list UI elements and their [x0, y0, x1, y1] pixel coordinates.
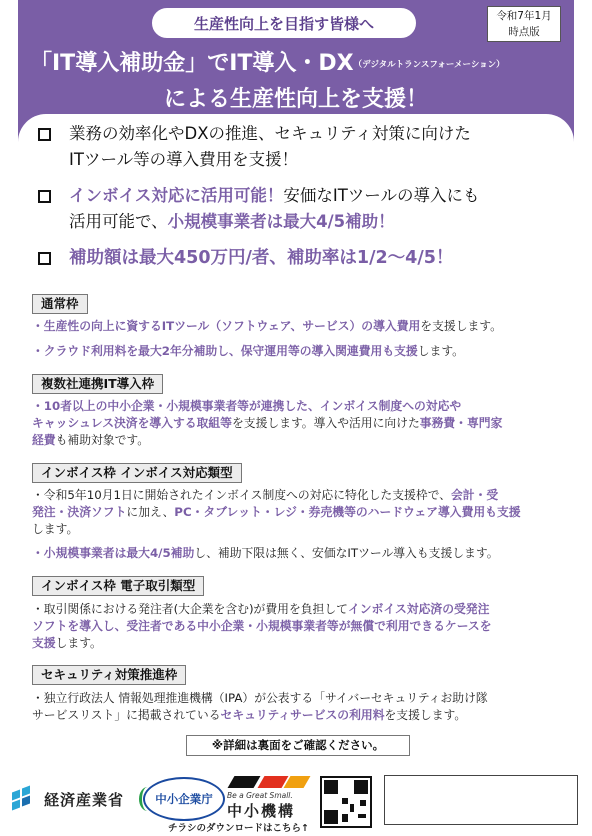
bullet-2 — [38, 183, 539, 235]
text: を支援します。導入や活用に向けた — [231, 416, 420, 430]
text: に加え、 — [126, 505, 175, 519]
section-invoice-p2 — [32, 545, 572, 562]
section-tag-security: セキュリティ対策推進枠 — [32, 665, 186, 685]
highlight: ・クラウド利用料を最大2年分補助し、保守運用等の導入関連費用も支援 — [32, 344, 418, 358]
smrj-stripe-icon — [227, 776, 313, 788]
bullet-3-highlight: 補助額は最大450万円/者、補助率は1/2～4/5！ — [69, 248, 454, 268]
smrj-tagline: Be a Great Small. — [227, 791, 293, 800]
section-security-p1 — [32, 690, 572, 724]
qr-code-icon[interactable] — [320, 776, 372, 828]
date-line1: 令和7年1月 — [496, 10, 552, 22]
date-line2: 時点版 — [508, 26, 540, 38]
text: サービスリスト」に掲載されている — [32, 708, 221, 722]
meti-logo[interactable] — [10, 785, 124, 813]
smrj-name: 中小機構 — [227, 802, 296, 820]
text: します。 — [417, 344, 464, 358]
text: し、補助下限は無く、安価なITツール導入も支援します。 — [194, 546, 499, 560]
highlight: セキュリティサービスの利用料 — [220, 708, 385, 722]
download-link[interactable]: チラシのダウンロードはこちら↑ — [168, 823, 309, 834]
bullet-2-highlight-2: 小規模事業者は最大4/5補助！ — [167, 212, 395, 231]
bullet-2-highlight: インボイス対応に活用可能！ — [69, 186, 284, 205]
section-tag-multi: 複数社連携IT導入枠 — [32, 374, 163, 394]
highlight: PC・タブレット・レジ・券売機等のハードウェア導入費用も支援 — [174, 505, 521, 519]
highlight: ・生産性の向上に資するITツール（ソフトウェア、サービス）の導入費用 — [32, 319, 421, 333]
text: ・令和5年10月1日に開始されたインボイス制度への対応に特化した支援枠で、 — [32, 488, 451, 502]
section-multi-p1 — [32, 398, 572, 449]
meti-mark-icon — [10, 785, 38, 813]
bullet-1 — [38, 121, 539, 173]
section-normal-p2 — [32, 343, 572, 360]
highlight: 事務費・専門家 — [419, 416, 503, 430]
see-back-note: ※詳細は裏面をご確認ください。 — [186, 735, 410, 756]
date-box — [487, 6, 561, 42]
text: を支援します。 — [384, 708, 467, 722]
contact-stamp-box — [384, 775, 578, 825]
meti-text: 経済産業省 — [44, 790, 125, 809]
title-small: （デジタルトランスフォーメーション） — [353, 60, 505, 70]
title-main: 「IT導入補助金」でIT導入・DX — [30, 51, 354, 76]
section-normal-p1 — [32, 318, 572, 335]
highlight: ・10者以上の中小企業・小規模事業者等が連携した、インボイス制度への対応や — [32, 399, 462, 413]
section-etrade-p1 — [32, 601, 572, 652]
highlight: 会計・受 — [450, 488, 499, 502]
text: を支援します。 — [420, 319, 502, 333]
audience-pill: 生産性向上を目指す皆様へ — [150, 6, 418, 40]
text: ・独立行政法人 情報処理推進機構（IPA）が公表する「サイバーセキュリティお助け隊 — [32, 691, 488, 705]
highlight: インボイス対応済の受発注 — [347, 602, 490, 616]
section-invoice-p1 — [32, 487, 572, 538]
bullet-1-line1: 業務の効率化やDXの推進、セキュリティ対策に向けた — [69, 124, 471, 143]
title-line1 — [30, 46, 570, 77]
text: ・取引関係における発注者(大企業を含む)が費用を負担して — [32, 602, 348, 616]
section-tag-etrade: インボイス枠 電子取引類型 — [32, 576, 204, 596]
chusho-logo[interactable]: 中小企業庁 — [143, 777, 225, 821]
smrj-logo[interactable] — [227, 776, 313, 821]
text: します。 — [32, 522, 79, 536]
text: も補助対象です。 — [55, 433, 150, 447]
highlight: 発注・決済ソフト — [32, 505, 127, 519]
section-tag-invoice: インボイス枠 インボイス対応類型 — [32, 463, 242, 483]
highlight: キャッシュレス決済を導入する取組等 — [32, 416, 232, 430]
bullet-3 — [38, 245, 539, 271]
bullet-1-line2: ITツール等の導入費用を支援！ — [69, 150, 299, 169]
bullet-2-rest: 安価なITツールの導入にも — [283, 186, 480, 205]
checkbox-icon — [38, 252, 51, 265]
highlight: 支援 — [32, 636, 56, 650]
section-tag-normal: 通常枠 — [32, 294, 88, 314]
checkbox-icon — [38, 190, 51, 203]
highlight: ・小規模事業者は最大4/5補助 — [32, 546, 195, 560]
text: します。 — [55, 636, 102, 650]
highlight: ソフトを導入し、受注者である中小企業・小規模事業者等が無償で利用できるケースを — [32, 619, 492, 633]
checkbox-icon — [38, 128, 51, 141]
highlight: 経費 — [32, 433, 56, 447]
bullet-2-line2: 活用可能で、 — [69, 212, 168, 231]
title-line2: による生産性向上を支援！ — [163, 87, 428, 112]
